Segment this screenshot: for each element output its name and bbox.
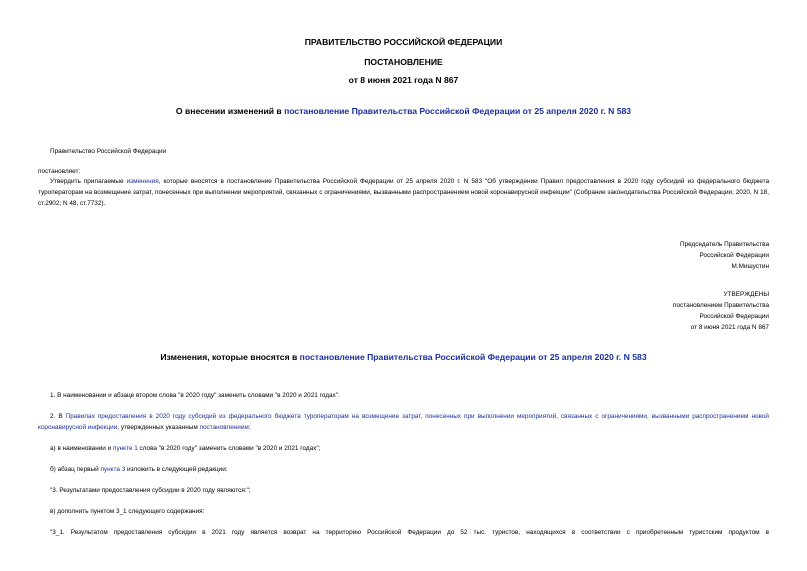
decree-paragraph — [38, 176, 769, 209]
item-2-suffix: : — [248, 424, 251, 431]
item-2-prefix: 2. В — [50, 413, 66, 420]
item-2-middle: , утвержденных указанным — [117, 424, 200, 431]
subitem-a-prefix: а) в наименовании и — [50, 445, 113, 452]
decree-part1: Утвердить прилагаемые — [50, 178, 127, 185]
item-2 — [38, 411, 769, 433]
approved-line3: Российской Федерации — [699, 313, 769, 320]
signature-line1: Председатель Правительства — [680, 241, 769, 248]
subitem-a — [50, 443, 320, 454]
subitem-b-suffix: изложить в следующей редакции: — [125, 466, 228, 473]
government-heading: ПРАВИТЕЛЬСТВО РОССИЙСКОЙ ФЕДЕРАЦИИ — [304, 37, 503, 47]
quote-2: "3_1. Результатом предоставления субсидии в 2021 году является возврат на территорию Российской Федерации до 52 тыс. туристов, находящихся в соответствии с приобретенным туристским продуктом в — [50, 529, 769, 536]
decree-link-changes[interactable]: изменения — [126, 178, 159, 185]
decree-part2: , которые вносятся в постановление Правительства Российской Федерации от 25 апреля 2020 г. N 583 "Об утверждении Правил предоставления в 2020 году субсидий из федерального бюджета туроператорам на возмещение затрат, понесенных при выполнении мероприятий, связанных с ограничениями, вызванными распространением новой коронавирусной инфекции" (Собрание законодательства Российской Федерации, 2020, N 18, ст.2902; N 48, ст.7732). — [38, 178, 770, 207]
document-date-number: от 8 июня 2021 года N 867 — [348, 75, 459, 85]
subitem-c: в) дополнить пунктом 3_1 следующего содержания: — [50, 508, 205, 515]
preamble-decrees: постановляет: — [38, 168, 81, 175]
item-2-decree-link[interactable]: постановлением — [199, 424, 249, 431]
subitem-b-prefix: б) абзац первый — [50, 466, 101, 473]
changes-title-prefix: Изменения, которые вносятся в — [160, 352, 300, 362]
item-2-rules-link[interactable]: Правилах предоставления в 2020 году субсидий из федерального бюджета туроператорам на возмещение затрат, понесенных при выполнении мероприятий, связанных с ограничениями, вызванными распространением новой коронавирусной инфекции — [38, 413, 769, 431]
subitem-a-link[interactable]: пункте 1 — [112, 445, 138, 452]
changes-title-link[interactable]: постановление Правительства Российской Федерации от 25 апреля 2020 г. N 583 — [299, 352, 647, 362]
subitem-b-link[interactable]: пункта 3 — [100, 466, 126, 473]
changes-title — [0, 352, 807, 362]
document-type: ПОСТАНОВЛЕНИЕ — [364, 57, 443, 67]
approved-line2: постановлением Правительства — [673, 302, 769, 309]
subitem-a-suffix: слова "в 2020 году" заменить словами "в 2020 и 2021 годах"; — [137, 445, 321, 452]
approved-line4: от 8 июня 2021 года N 867 — [690, 324, 769, 331]
item-1: 1. В наименовании и абзаце втором слова "в 2020 году" заменить словами "в 2020 и 2021 годах". — [50, 392, 340, 399]
subitem-b — [50, 464, 228, 475]
quote-1: "3. Результатами предоставления субсидии в 2020 году являются:"; — [50, 487, 251, 494]
preamble-government: Правительство Российской Федерации — [50, 148, 167, 155]
approved-block — [673, 289, 769, 333]
title-link[interactable]: постановление Правительства Российской Федерации от 25 апреля 2020 г. N 583 — [284, 106, 632, 116]
signature-block — [680, 239, 769, 272]
title-prefix: О внесении изменений в — [175, 106, 285, 116]
signature-name: М.Мишустин — [731, 263, 769, 270]
document-title — [0, 106, 807, 116]
approved-line1: УТВЕРЖДЕНЫ — [723, 291, 769, 298]
signature-line2: Российской Федерации — [699, 252, 769, 259]
